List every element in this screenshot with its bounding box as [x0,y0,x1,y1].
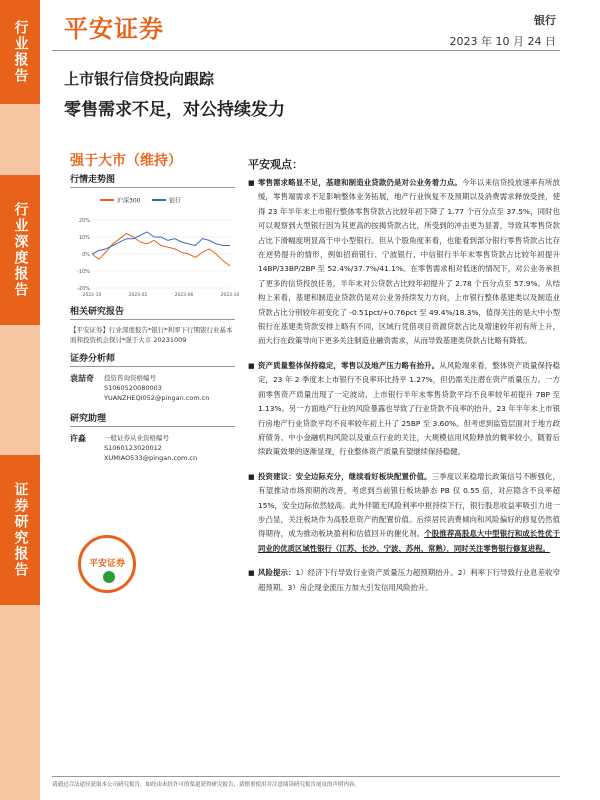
bullet-icon: ■ [248,569,255,578]
x-tick-label: 2022-10 [82,293,102,298]
legend-label: 沪深300 [117,197,141,205]
assistant-cert-label: 一般证券从业资格编号 [104,434,169,442]
point-text [258,359,560,460]
industry-tag: 银行 [534,14,556,27]
point-lead: 资产质量整体保持稳定，零售以及地产压力略有抬升。 [258,360,440,370]
assistant-email[interactable]: XUMIAO533@pingan.com.cn [104,454,198,462]
analyst-name: 袁喆奇 [70,374,94,383]
x-tick-label: 2023-10 [220,293,240,298]
sidebar [0,0,40,800]
x-tick-label: 2023-02 [128,293,148,298]
legend-label: 银行 [169,197,182,205]
assistant-name: 许淼 [70,434,86,443]
sidebar-block-deep-report: 行业深度报告 [0,175,40,325]
y-tick-label: 10% [78,235,90,241]
seal-dot-icon [103,571,115,583]
analyst-email[interactable]: YUANZHEQI052@pingan.com.cn [104,394,210,402]
point-text [258,176,560,349]
view-point [248,359,560,460]
related-reports-title: 相关研究报告 [70,304,235,320]
view-point [248,566,560,595]
sidebar-spacer [0,104,40,175]
point-text [258,470,560,556]
point-body: 从风险端来看，整体资产质量保持稳定，23 年 2 季度末上市银行不良率环比持平 1.27%，但仍需关注潜在资产质量压力。一方面零售资产质量出现了一定波动，上市银行半年末零售贷款平均不良率较年初提升 7BP 至 1.13%。另一方面地产行业的风险暴露也导致了行业贷款不良率的抬升，23 年半年末上市银行房地产行业贷款平均不良率较年初上升了 25BP 至 3.60%。但考虑到监管层面对于地方政府债务、中小金融机构风险以及重点行业的关注，大规模信用风险释放的概率较小，随着后续政策效果的逐渐显现，行业整体资产质量有望继续保持稳健。 [258,360,560,457]
y-tick-label: -20% [77,286,90,292]
bullet-icon: ■ [248,361,255,370]
assistant-entry [70,433,235,463]
sidebar-block-securities-research: 证券研究报告 [0,455,40,605]
analyst-cert-label: 投资咨询资格编号 [104,374,156,382]
bullet-icon: ■ [248,179,255,187]
trend-chart [70,192,240,304]
assistant-cert-number: S1060123020012 [104,444,162,452]
point-body: 今年以来信贷投放速率有所放缓，零售端需求不足影响整体业务拓展，地产行业恢复不及预期以及消费需求释放受挫，使得 23 年半年末上市银行整体零售贷款占比较年初下降了 1.77 个百分点至 37.5%，同时也可以观察到大型银行因为其更高的按揭贷款占比，所受到的冲击更为显著，导致其零售贷款占比下滑幅度明显高于中小型银行。但从个股角度来看，也能看到部分银行零售贷款占比存在逆势提升的情形，例如招商银行、宁波银行、中信银行半年末零售贷款占比较年初提升 14BP/33BP/2BP 至 52.4%/37.7%/41.1%。在零售需求相对低迷的情况下，对公业务承担了更多的信贷投放任务，半年末对公贷款占比较年初提升了 2.78 个百分点至 57.9%。从结构上来看，基建和制造业贷款仍是对公业务持续发力方向，上市银行整体基建类以及制造业贷款占比分别较年初变化了 -0.51pct/+0.76pct 至 49.4%/18.3%，值得关注的是大中小型银行在基建类贷款安排上略有不同，区域行凭借项目资源贷款占比及增速较年初有所上升，而大行在政策导向下更多关注制造业融资需求，从而导致基建类贷款占比略有降低。 [258,178,560,346]
y-tick-label: -10% [77,269,90,275]
y-tick-label: 20% [78,218,90,224]
report-title: 零售需求不足，对公持续发力 [64,100,285,120]
header-divider [52,50,560,51]
bullet-icon: ■ [248,472,255,481]
point-lead: 零售需求略显不足，基建和制造业贷款仍是对公业务着力点。 [258,178,462,187]
point-body: 三季度以来稳增长政策信号不断强化，有望推动市场预期的改善，考虑到当前银行板块静态 PB 仅 0.55 倍，对应隐含不良率超 15%，安全边际依然较高。此外伴随无风险利率中枢持续下行，银行股息收益率吸引力进一步凸显，关注板块作为高股息资产的配置价值。后续居民消费倾向和风险偏好的修复仍然值得期待，成为推动板块盈利和估值回升的催化剂。 [258,471,560,539]
sidebar-spacer [0,605,40,800]
report-subtitle: 上市银行信贷投向跟踪 [64,70,215,88]
analyst-section-title: 证券分析师 [70,351,235,367]
y-tick-label: 0% [82,252,90,258]
x-tick-label: 2023-06 [174,293,194,298]
view-point [248,470,560,556]
sidebar-block-industry-report: 行业报告 [0,0,40,104]
point-body: 1）经济下行导致行业资产质量压力超预期抬升。2）利率下行导致行业息差收窄超预期。3）房企现金流压力加大引发信用风险抬升。 [258,568,560,592]
series-line [92,234,230,266]
trend-chart-title: 行情走势图 [70,172,235,188]
report-date: 2023 年 10 月 24 日 [449,35,556,48]
point-text [258,566,560,595]
series-line [92,232,230,254]
analyst-cert-number: S1060520080003 [104,384,162,392]
point-lead: 投资建议：安全边际充分，继续看好板块配置价值。 [258,471,432,481]
analyst-info [104,373,209,403]
seal-text: 平安证券 [88,558,125,569]
main-column [248,156,560,605]
trend-chart-svg [70,192,240,304]
sidebar-spacer [0,325,40,455]
left-column [70,172,240,463]
company-seal-icon [78,535,136,593]
analyst-entry [70,373,235,403]
company-logo: 平安证券 [64,14,164,43]
point-highlight: 个股推荐高股息大中型银行和成长性优于同业的优质区域性银行（江苏、长沙、宁波、苏州、常熟），同时关注零售银行修复进程。 [258,529,560,553]
assistant-info [104,433,197,463]
footer-disclaimer: 请通过合法途径获取本公司研究报告，如经由未经许可的渠道获得研究报告，请慎重使用并注意阅读研究报告尾页的声明内容。 [52,776,560,788]
assistant-section-title: 研究助理 [70,411,235,427]
view-point [248,176,560,349]
view-title: 平安观点： [248,158,303,171]
rating-badge: 强于大市（维持） [70,153,182,169]
related-report-text[interactable]: 【平安证券】行业深度报告*银行*利率下行期银行业基本面和投资机会探讨*强于大市 20231009 [70,326,233,344]
point-lead: 风险提示： [258,568,296,578]
